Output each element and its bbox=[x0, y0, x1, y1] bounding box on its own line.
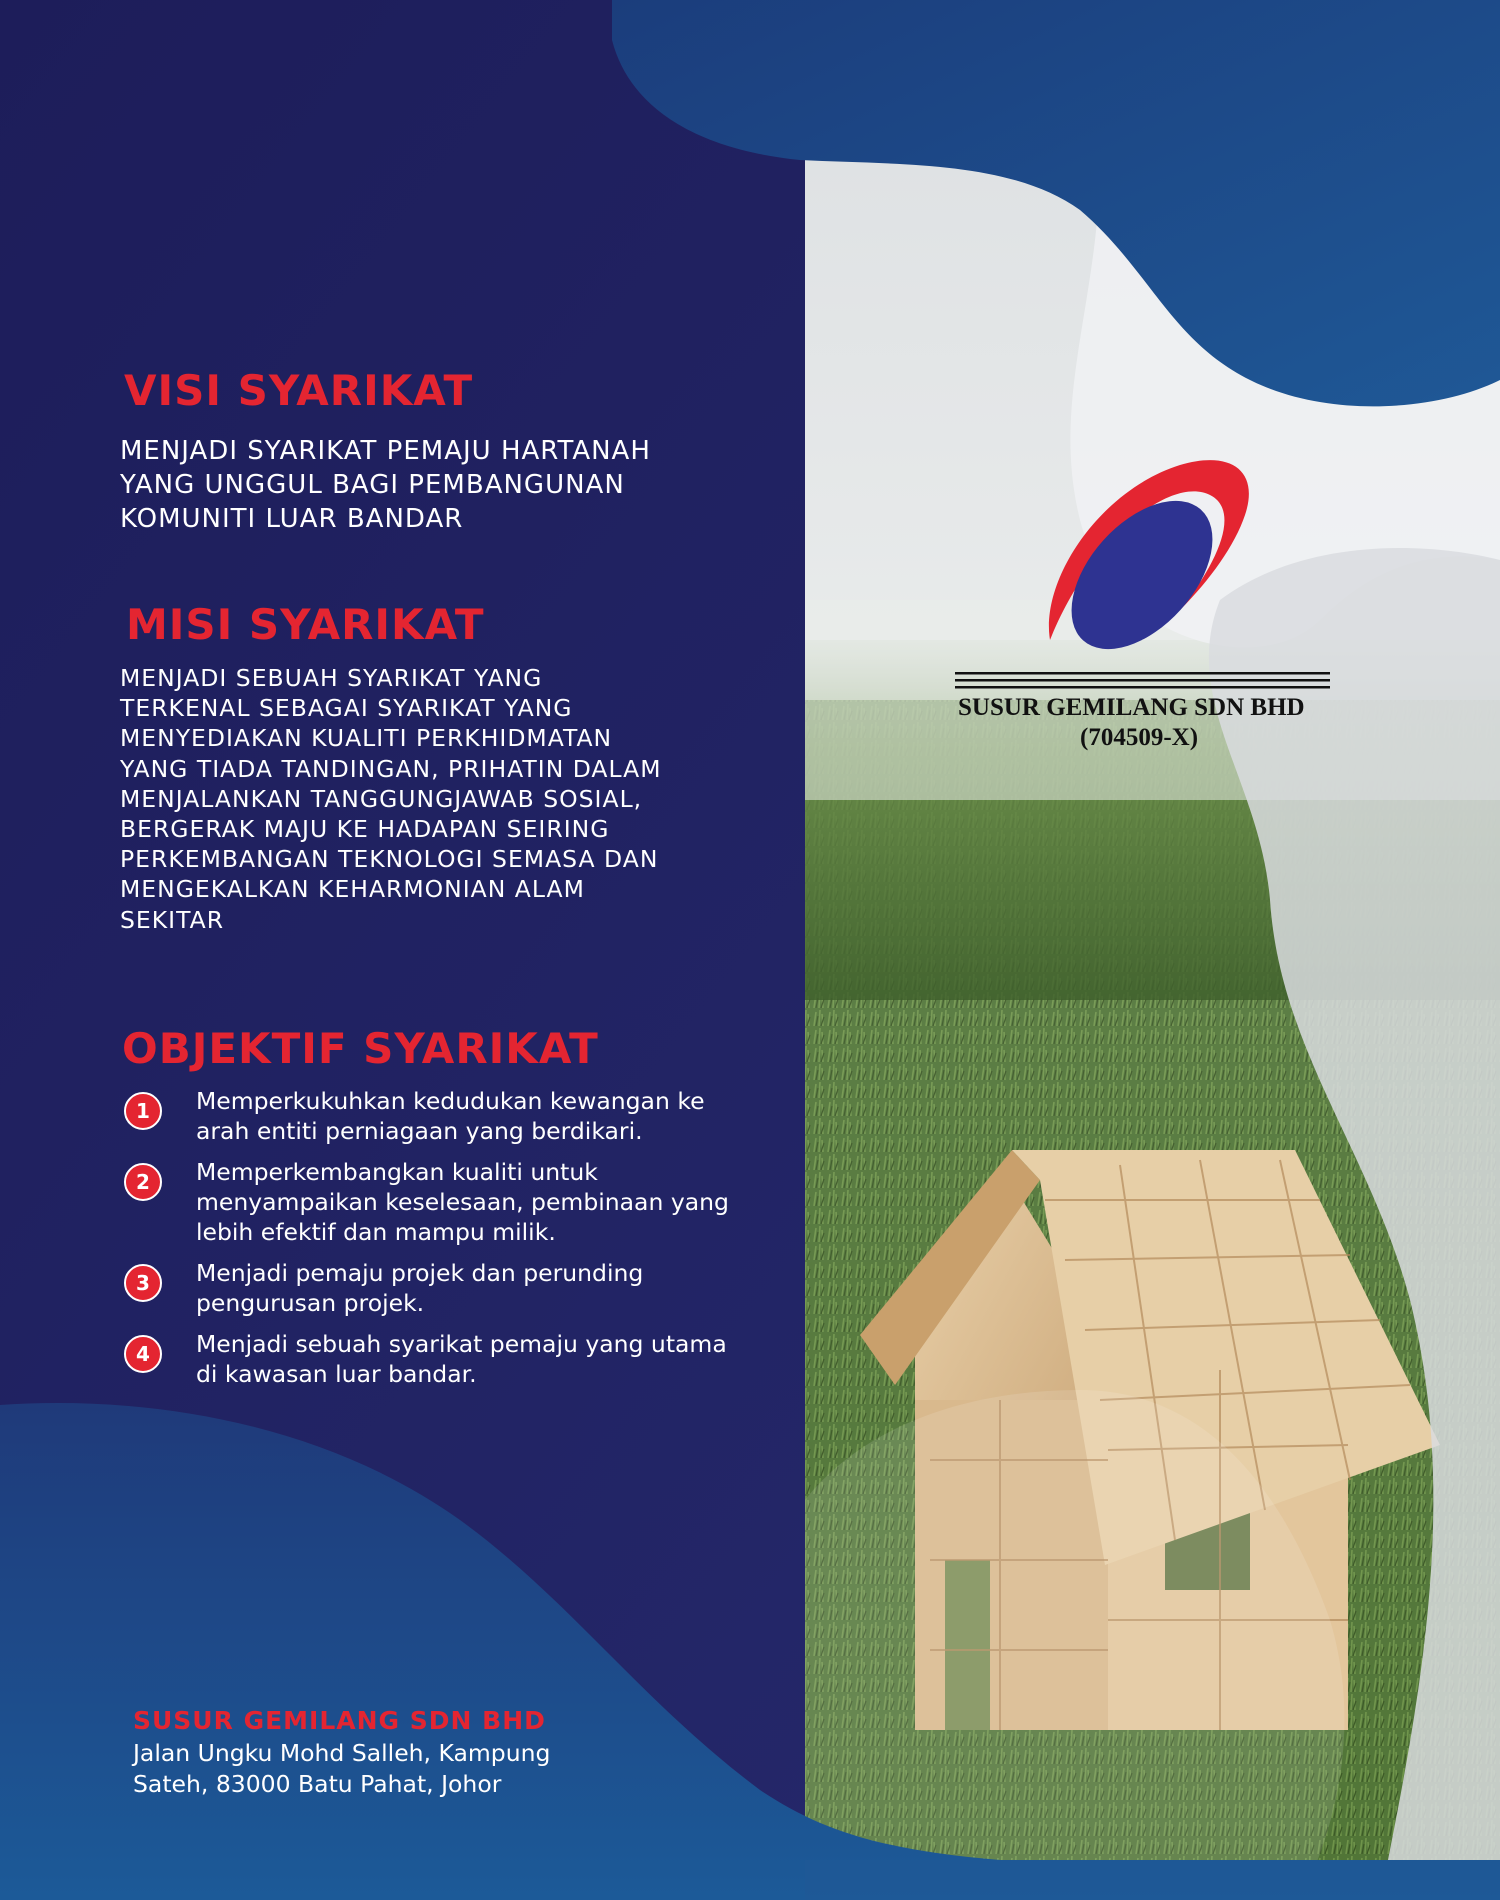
visi-line: KOMUNITI LUAR BANDAR bbox=[120, 504, 464, 534]
footer-address bbox=[133, 1738, 550, 1800]
misi-line: PERKEMBANGAN TEKNOLOGI SEMASA DAN bbox=[120, 845, 659, 874]
objektif-line: di kawasan luar bandar. bbox=[196, 1360, 477, 1388]
objektif-line: Menjadi pemaju projek dan perunding bbox=[196, 1259, 644, 1287]
number-badge: 2 bbox=[124, 1163, 162, 1201]
objektif-text bbox=[196, 1329, 727, 1389]
logo-underline-stripes bbox=[955, 670, 1330, 694]
footer-company-name: SUSUR GEMILANG SDN BHD bbox=[133, 1706, 546, 1735]
misi-line: MENGEKALKAN KEHARMONIAN ALAM bbox=[120, 875, 585, 904]
objektif-text bbox=[196, 1086, 705, 1146]
objektif-line: Memperkukuhkan kedudukan kewangan ke bbox=[196, 1087, 705, 1115]
objektif-line: arah entiti perniagaan yang berdikari. bbox=[196, 1117, 643, 1145]
footer-address-line: Jalan Ungku Mohd Salleh, Kampung bbox=[133, 1739, 551, 1767]
visi-statement bbox=[120, 434, 651, 536]
logo-registration-number: (704509-X) bbox=[1080, 724, 1199, 751]
misi-line: MENJALANKAN TANGGUNGJAWAB SOSIAL, bbox=[120, 784, 643, 813]
objektif-line: pengurusan projek. bbox=[196, 1289, 425, 1317]
visi-line: MENJADI SYARIKAT PEMAJU HARTANAH bbox=[120, 436, 651, 466]
misi-line: SEKITAR bbox=[120, 905, 225, 934]
objektif-line: menyampaikan keselesaan, pembinaan yang bbox=[196, 1188, 729, 1216]
logo-company-name: SUSUR GEMILANG SDN BHD bbox=[958, 694, 1305, 721]
objektif-line: Memperkembangkan kualiti untuk bbox=[196, 1158, 598, 1186]
swoosh-ellipse-logo-icon bbox=[1030, 450, 1260, 670]
misi-heading: MISI SYARIKAT bbox=[126, 600, 485, 649]
objektif-text bbox=[196, 1258, 643, 1318]
objektif-line: lebih efektif dan mampu milik. bbox=[196, 1218, 556, 1246]
number-badge: 1 bbox=[124, 1092, 162, 1130]
footer-address-line: Sateh, 83000 Batu Pahat, Johor bbox=[133, 1770, 502, 1798]
misi-line: TERKENAL SEBAGAI SYARIKAT YANG bbox=[120, 694, 573, 723]
visi-line: YANG UNGGUL BAGI PEMBANGUNAN bbox=[120, 470, 625, 500]
objektif-text bbox=[196, 1157, 729, 1247]
misi-line: YANG TIADA TANDINGAN, PRIHATIN DALAM bbox=[120, 754, 662, 783]
objektif-heading: OBJEKTIF SYARIKAT bbox=[122, 1024, 599, 1073]
visi-heading: VISI SYARIKAT bbox=[124, 366, 474, 415]
misi-statement bbox=[120, 663, 661, 935]
misi-line: MENYEDIAKAN KUALITI PERKHIDMATAN bbox=[120, 724, 613, 753]
number-badge: 3 bbox=[124, 1264, 162, 1302]
misi-line: BERGERAK MAJU KE HADAPAN SEIRING bbox=[120, 815, 610, 844]
number-badge: 4 bbox=[124, 1335, 162, 1373]
objektif-line: Menjadi sebuah syarikat pemaju yang utama bbox=[196, 1330, 727, 1358]
misi-line: MENJADI SEBUAH SYARIKAT YANG bbox=[120, 664, 543, 692]
